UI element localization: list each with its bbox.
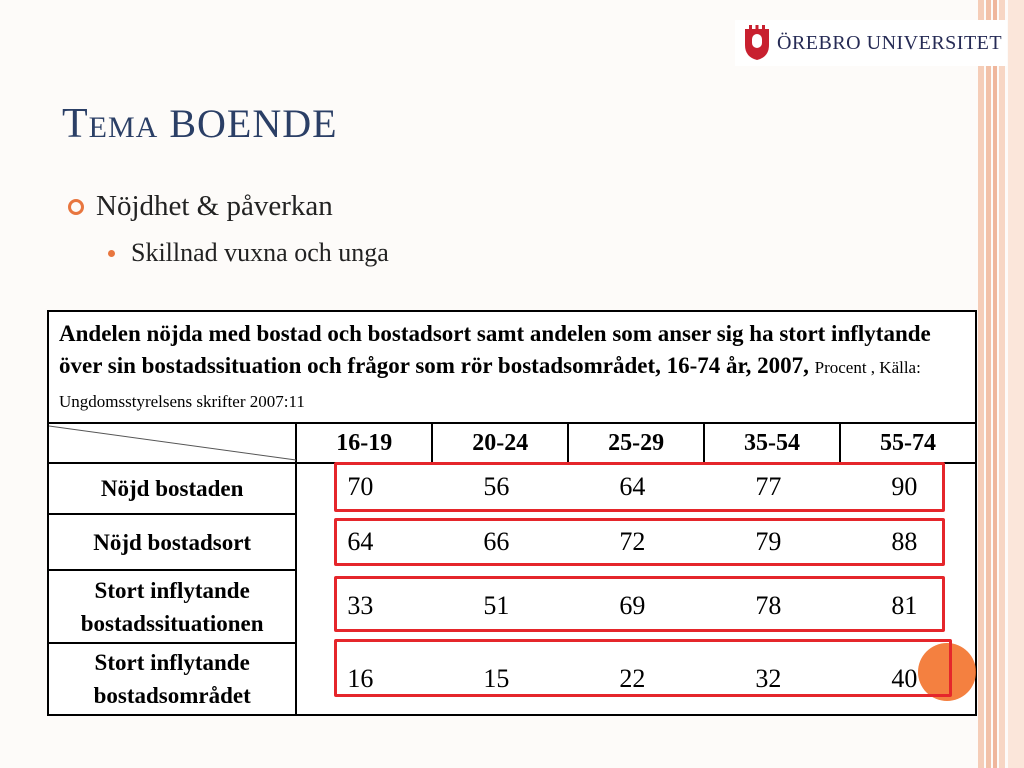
value-cell: 90 xyxy=(891,472,918,501)
bullet-text: Skillnad vuxna och unga xyxy=(131,238,389,267)
column-header: 20-24 xyxy=(432,423,568,463)
border-stripe xyxy=(999,0,1005,768)
border-stripe xyxy=(986,0,991,768)
logo-text: ÖREBRO UNIVERSITET xyxy=(777,31,1003,54)
value-cell: 56 xyxy=(483,472,510,501)
shield-logo-icon xyxy=(743,25,771,61)
value-cell: 15 xyxy=(483,664,510,693)
bullet-text: Nöjdhet & påverkan xyxy=(96,190,333,222)
value-cell: 88 xyxy=(891,527,918,556)
row-label: Nöjd bostaden xyxy=(48,463,296,514)
dot-bullet-icon xyxy=(108,250,115,257)
value-cell: 78 xyxy=(755,591,782,620)
ring-bullet-icon xyxy=(68,199,84,215)
corner-cell xyxy=(48,423,296,463)
bullet-level-2 xyxy=(108,238,389,268)
university-logo xyxy=(735,20,1007,66)
value-cell: 79 xyxy=(755,527,782,556)
value-cell: 64 xyxy=(619,472,646,501)
value-cell: 16 xyxy=(347,664,374,693)
value-cell: 77 xyxy=(755,472,782,501)
border-stripe xyxy=(993,0,997,768)
value-cell: 72 xyxy=(619,527,646,556)
border-stripe xyxy=(1008,0,1024,768)
title-smallcaps: EMA xyxy=(88,111,159,144)
value-cell: 66 xyxy=(483,527,510,556)
row-label: Stort inflytande bostadsområdet xyxy=(48,643,296,715)
value-cell: 40 xyxy=(891,664,918,693)
column-header: 25-29 xyxy=(568,423,704,463)
value-cell: 81 xyxy=(891,591,918,620)
title-rest: BOENDE xyxy=(158,101,338,146)
value-cell: 32 xyxy=(755,664,782,693)
highlight-box xyxy=(334,518,945,566)
row-label: Stort inflytande bostadssituationen xyxy=(48,570,296,643)
table-caption xyxy=(48,311,976,423)
title-initial: T xyxy=(62,101,89,147)
column-header: 55-74 xyxy=(840,423,976,463)
slide-title xyxy=(62,100,338,148)
value-cell: 22 xyxy=(619,664,646,693)
value-cell: 51 xyxy=(483,591,510,620)
value-cell: 33 xyxy=(347,591,374,620)
column-header: 35-54 xyxy=(704,423,840,463)
value-cell: 70 xyxy=(347,472,374,501)
border-stripe xyxy=(978,0,984,768)
bullet-level-1 xyxy=(68,190,333,223)
highlight-box xyxy=(334,462,945,512)
caption-source: Procent , Källa: Ungdomsstyrelsens skrifter 2007:11 xyxy=(59,358,921,411)
highlight-box xyxy=(334,576,945,632)
caption-bold: Andelen nöjda med bostad och bostadsort samt andelen som anser sig ha stort inflytande över sin bostadssituation och frågor som rör bostadsområdet, 16-74 år, 2007, xyxy=(59,321,931,378)
value-cell: 64 xyxy=(347,527,374,556)
row-label: Nöjd bostadsort xyxy=(48,514,296,570)
highlight-box xyxy=(334,639,952,697)
value-cell: 69 xyxy=(619,591,646,620)
column-header: 16-19 xyxy=(296,423,432,463)
diagonal-line xyxy=(49,424,296,462)
